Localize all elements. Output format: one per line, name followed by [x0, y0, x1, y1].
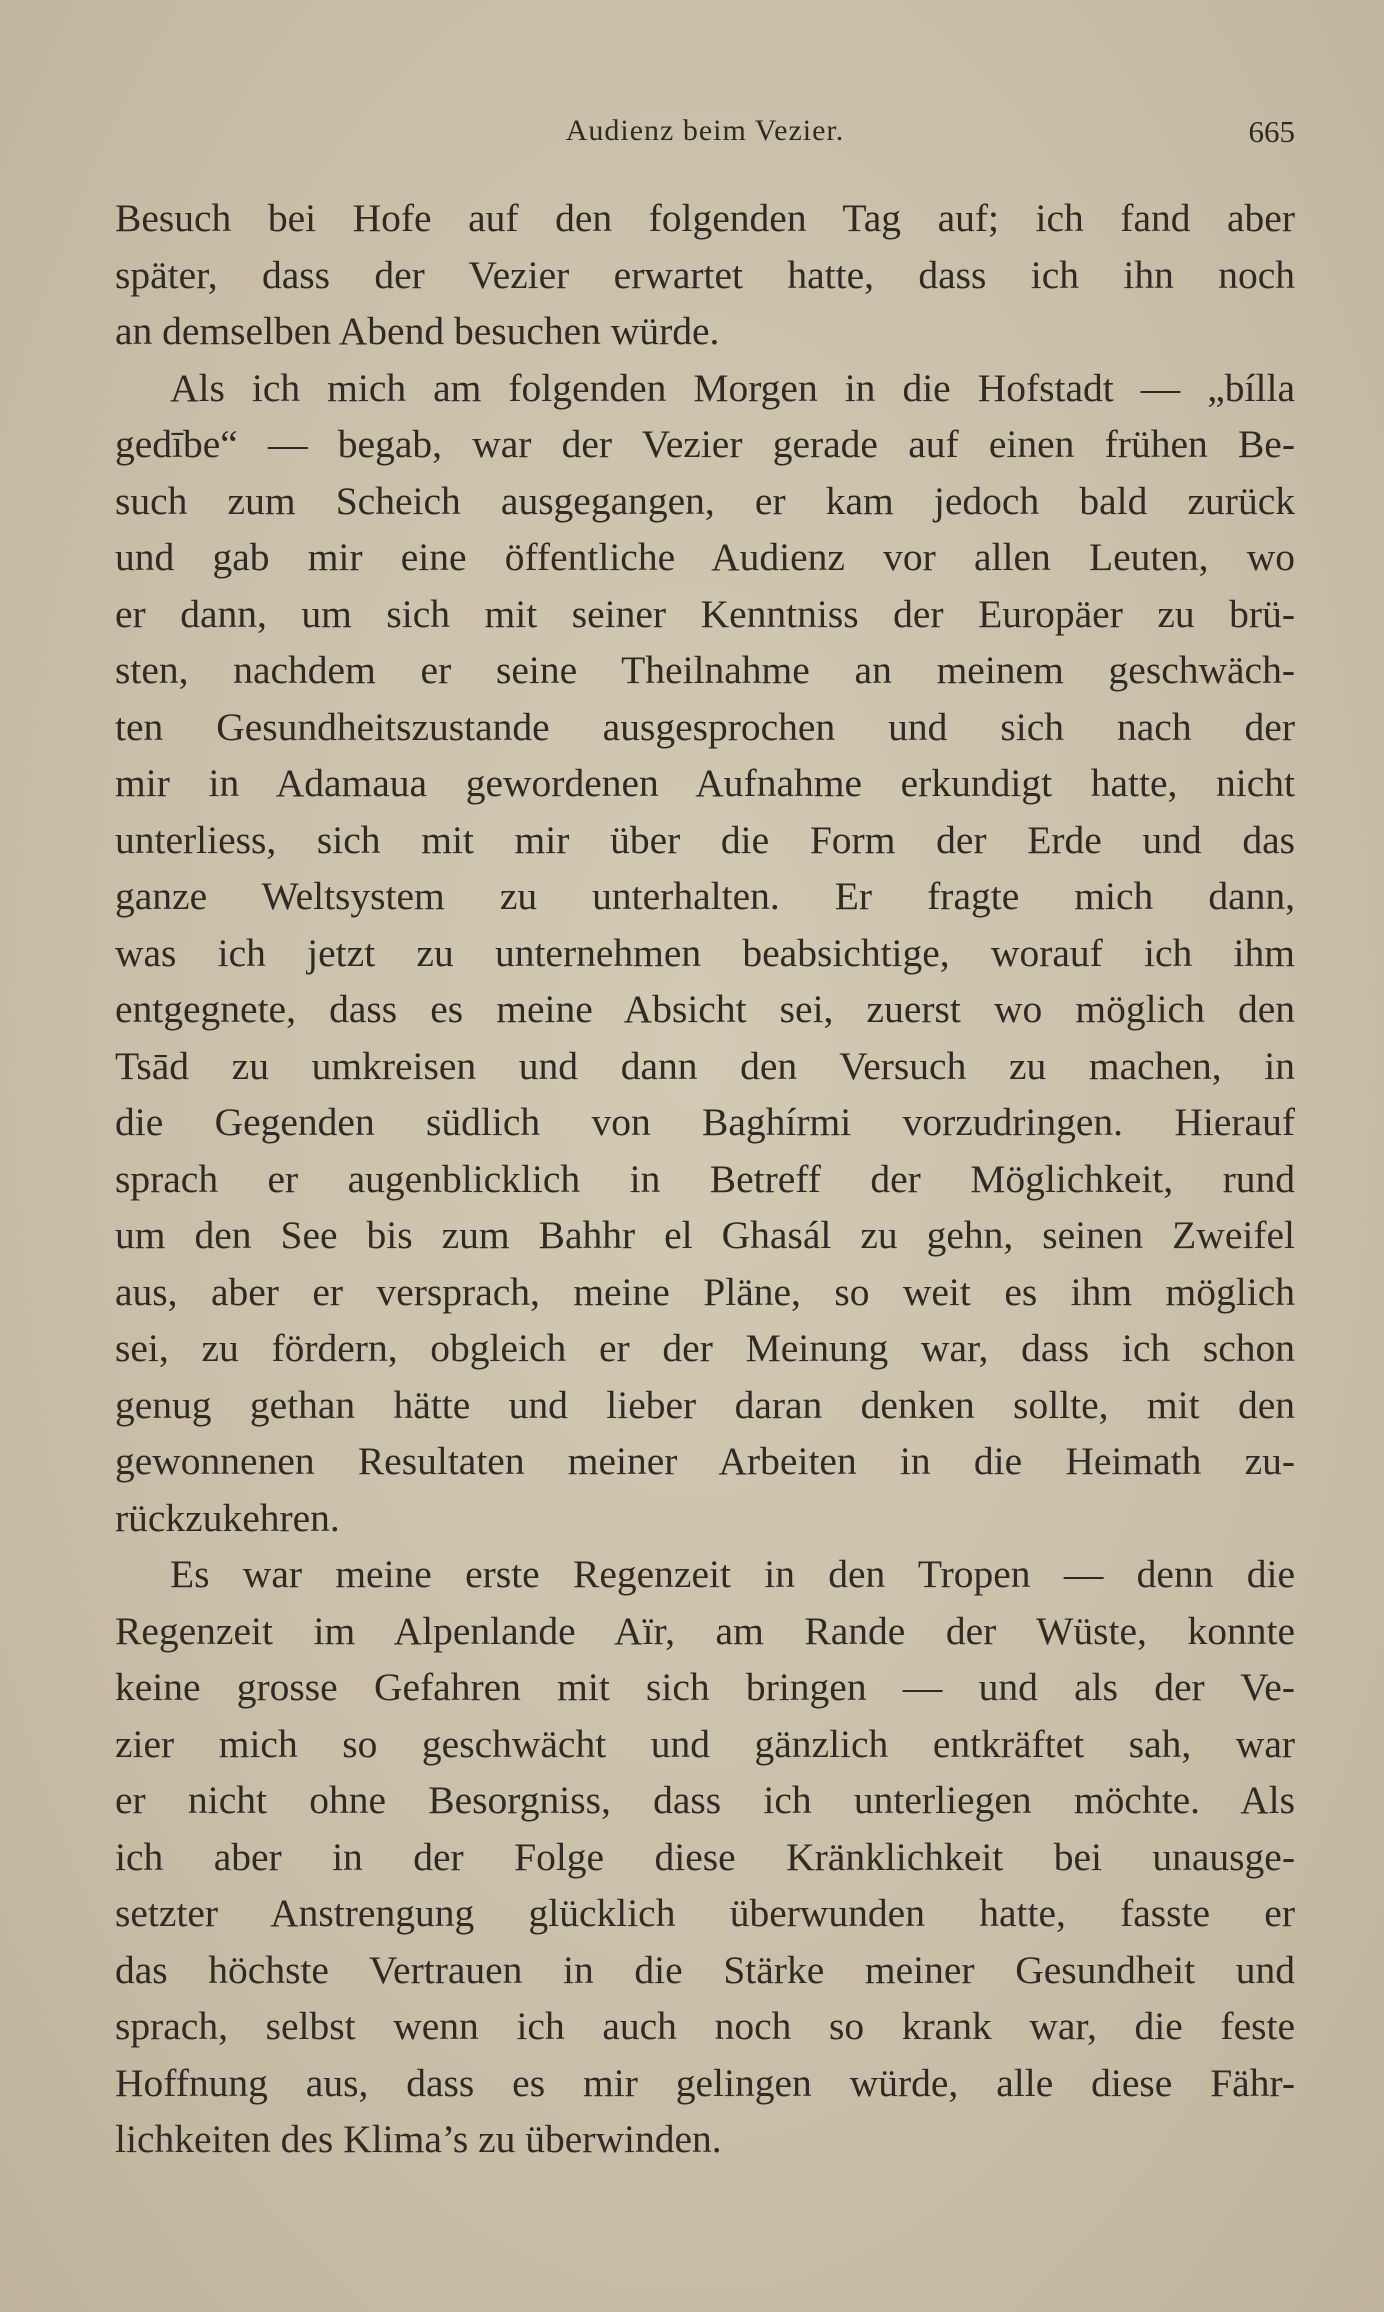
text-line: keine grosse Gefahren mit sich bringen — und als der Ve-	[115, 1665, 1295, 1709]
text-line: ten Gesundheitszustande ausgesprochen und sich nach der	[115, 704, 1295, 749]
text-line: Als ich mich am folgenden Morgen in die Hofstadt — „bílla	[170, 365, 1295, 410]
text-line: unterliess, sich mit mir über die Form der Erde und das	[115, 817, 1295, 862]
text-line: such zum Scheich ausgegangen, er kam jedoch bald zurück	[115, 478, 1295, 523]
text-line: sprach, selbst wenn ich auch noch so krank war, die feste	[115, 2004, 1295, 2048]
text-line: ich aber in der Folge diese Kränklichkeit bei unausge-	[115, 1834, 1295, 1879]
text-line: entgegnete, dass es meine Absicht sei, zuerst wo möglich den	[115, 987, 1295, 1031]
text-line: ganze Weltsystem zu unterhalten. Er fragte mich dann,	[115, 874, 1295, 918]
running-title: Audienz beim Vezier.	[565, 114, 845, 147]
text-line: das höchste Vertrauen in die Stärke meiner Gesundheit und	[115, 1947, 1295, 1992]
text-line: setzter Anstrengung glücklich überwunden hatte, fasste er	[115, 1891, 1295, 1935]
text-line: was ich jetzt zu unternehmen beabsichtige, worauf ich ihm	[115, 930, 1295, 975]
text-line: sten, nachdem er seine Theilnahme an meinem geschwäch-	[115, 648, 1295, 692]
text-line: Besuch bei Hofe auf den folgenden Tag auf; ich fand aber	[115, 196, 1295, 240]
text-line: genug gethan hätte und lieber daran denken sollte, mit den	[115, 1382, 1295, 1427]
text-line: um den See bis zum Bahhr el Ghasál zu gehn, seinen Zweifel	[115, 1213, 1295, 1257]
text-line: sei, zu fördern, obgleich er der Meinung war, dass ich schon	[115, 1326, 1295, 1370]
text-line: mir in Adamaua gewordenen Aufnahme erkundigt hatte, nicht	[115, 761, 1295, 805]
text-line: die Gegenden südlich von Baghírmi vorzudringen. Hierauf	[115, 1100, 1295, 1144]
text-line: später, dass der Vezier erwartet hatte, dass ich ihn noch	[115, 252, 1295, 297]
text-line: sprach er augenblicklich in Betreff der Möglichkeit, rund	[115, 1156, 1295, 1201]
text-line: gewonnenen Resultaten meiner Arbeiten in die Heimath zu-	[115, 1439, 1295, 1483]
running-header	[115, 110, 1295, 154]
text-line: Es war meine erste Regenzeit in den Tropen — denn die	[170, 1552, 1295, 1596]
paragraph	[115, 190, 1295, 360]
text-line: zier mich so geschwächt und gänzlich entkräftet sah, war	[115, 1721, 1295, 1766]
page-number: 665	[1248, 114, 1295, 149]
text-line: rückzukehren.	[115, 1495, 340, 1540]
text-line: aus, aber er versprach, meine Pläne, so weit es ihm möglich	[115, 1269, 1295, 1314]
text-line: lichkeiten des Klima’s zu überwinden.	[115, 2117, 722, 2161]
paragraph	[115, 360, 1295, 1547]
text-line: er nicht ohne Besorgniss, dass ich unterliegen möchte. Als	[115, 1778, 1295, 1822]
text-line: Hoffnung aus, dass es mir gelingen würde, alle diese Fähr-	[115, 2060, 1295, 2105]
text-line: und gab mir eine öffentliche Audienz vor allen Leuten, wo	[115, 535, 1295, 579]
body-text	[115, 190, 1295, 2168]
text-line: Tsād zu umkreisen und dann den Versuch zu machen, in	[115, 1043, 1295, 1088]
text-line: gedībe“ — begab, war der Vezier gerade auf einen frühen Be-	[115, 422, 1295, 466]
text-line: an demselben Abend besuchen würde.	[115, 309, 720, 353]
text-line: er dann, um sich mit seiner Kenntniss der Europäer zu brü-	[115, 591, 1295, 636]
text-line: Regenzeit im Alpenlande Aïr, am Rande der Wüste, konnte	[115, 1608, 1295, 1653]
paragraph	[115, 1546, 1295, 2168]
